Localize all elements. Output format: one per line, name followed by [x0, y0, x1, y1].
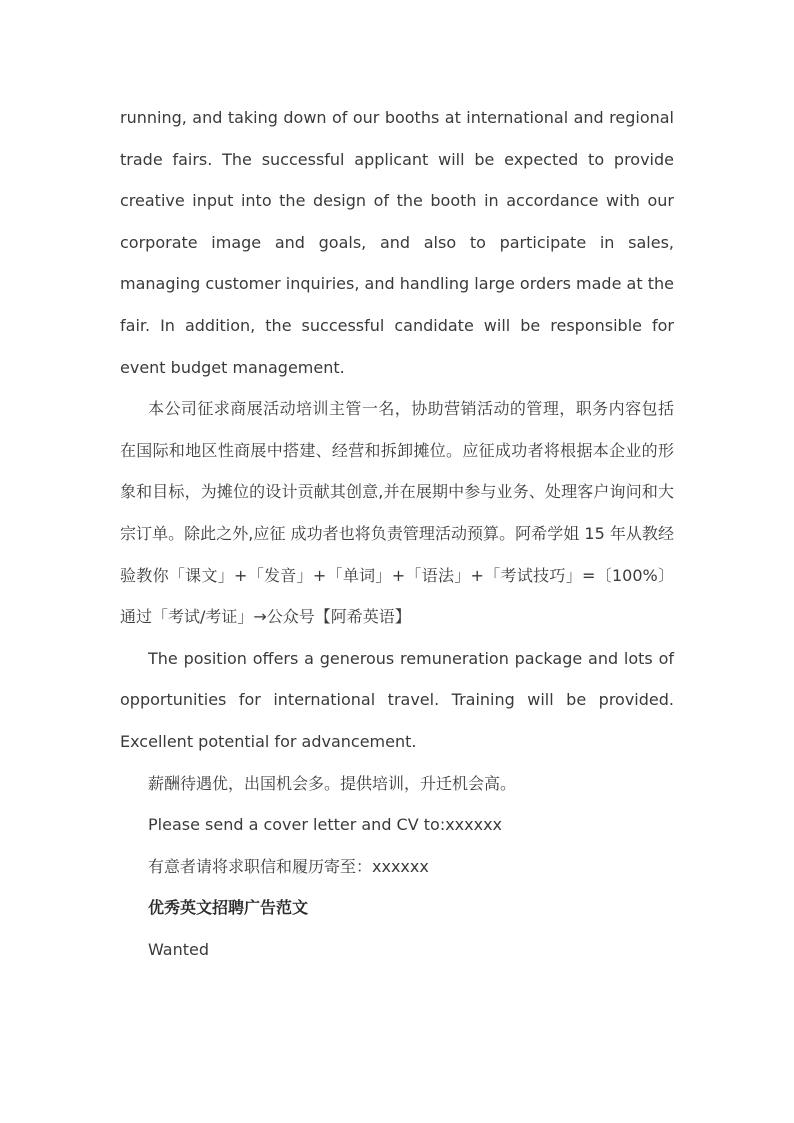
english-paragraph-benefits: The position offers a generous remuneration package and lots of opportunities for international travel. Training will be provided. Excellent potential for advancement.: [120, 648, 674, 751]
chinese-paragraph-duties: 本公司征求商展活动培训主管一名，协助营销活动的管理，职务内容包括在国际和地区性商展中搭建、经营和拆卸摊位。应征成功者将根据本企业的形象和目标，为摊位的设计贡献其创意,并在展期中参与业务、处理客户询问和大宗订单。除此之外,应征 成功者也将负责管理活动预算。阿希学姐 15 年从教经验教你「课文」+「发音」+「单词」+「语法」+「考试技巧」=〔100%〕通过「考试/考证」→公众号【阿希英语】: [120, 399, 674, 627]
english-contact-line: Please send a cover letter and CV to:xxxxxx: [148, 815, 503, 835]
english-paragraph-duties: running, and taking down of our booths at international and regional trade fairs. The successful applicant will be expected to provide creative input into the design of the booth in accordance with our corporate image and goals, and also to participate in sales, managing customer inquiries, and handling large orders made at the fair. In addition, the successful candidate will be responsible for event budget management.: [120, 108, 674, 377]
wanted-line: Wanted: [148, 939, 210, 959]
document-page: [120, 97, 674, 970]
chinese-paragraph-benefits: 薪酬待遇优，出国机会多。提供培训，升迁机会高。: [148, 773, 517, 793]
chinese-contact-line: 有意者请将求职信和履历寄至：xxxxxx: [148, 856, 429, 876]
section-heading: 优秀英文招聘广告范文: [148, 898, 309, 918]
